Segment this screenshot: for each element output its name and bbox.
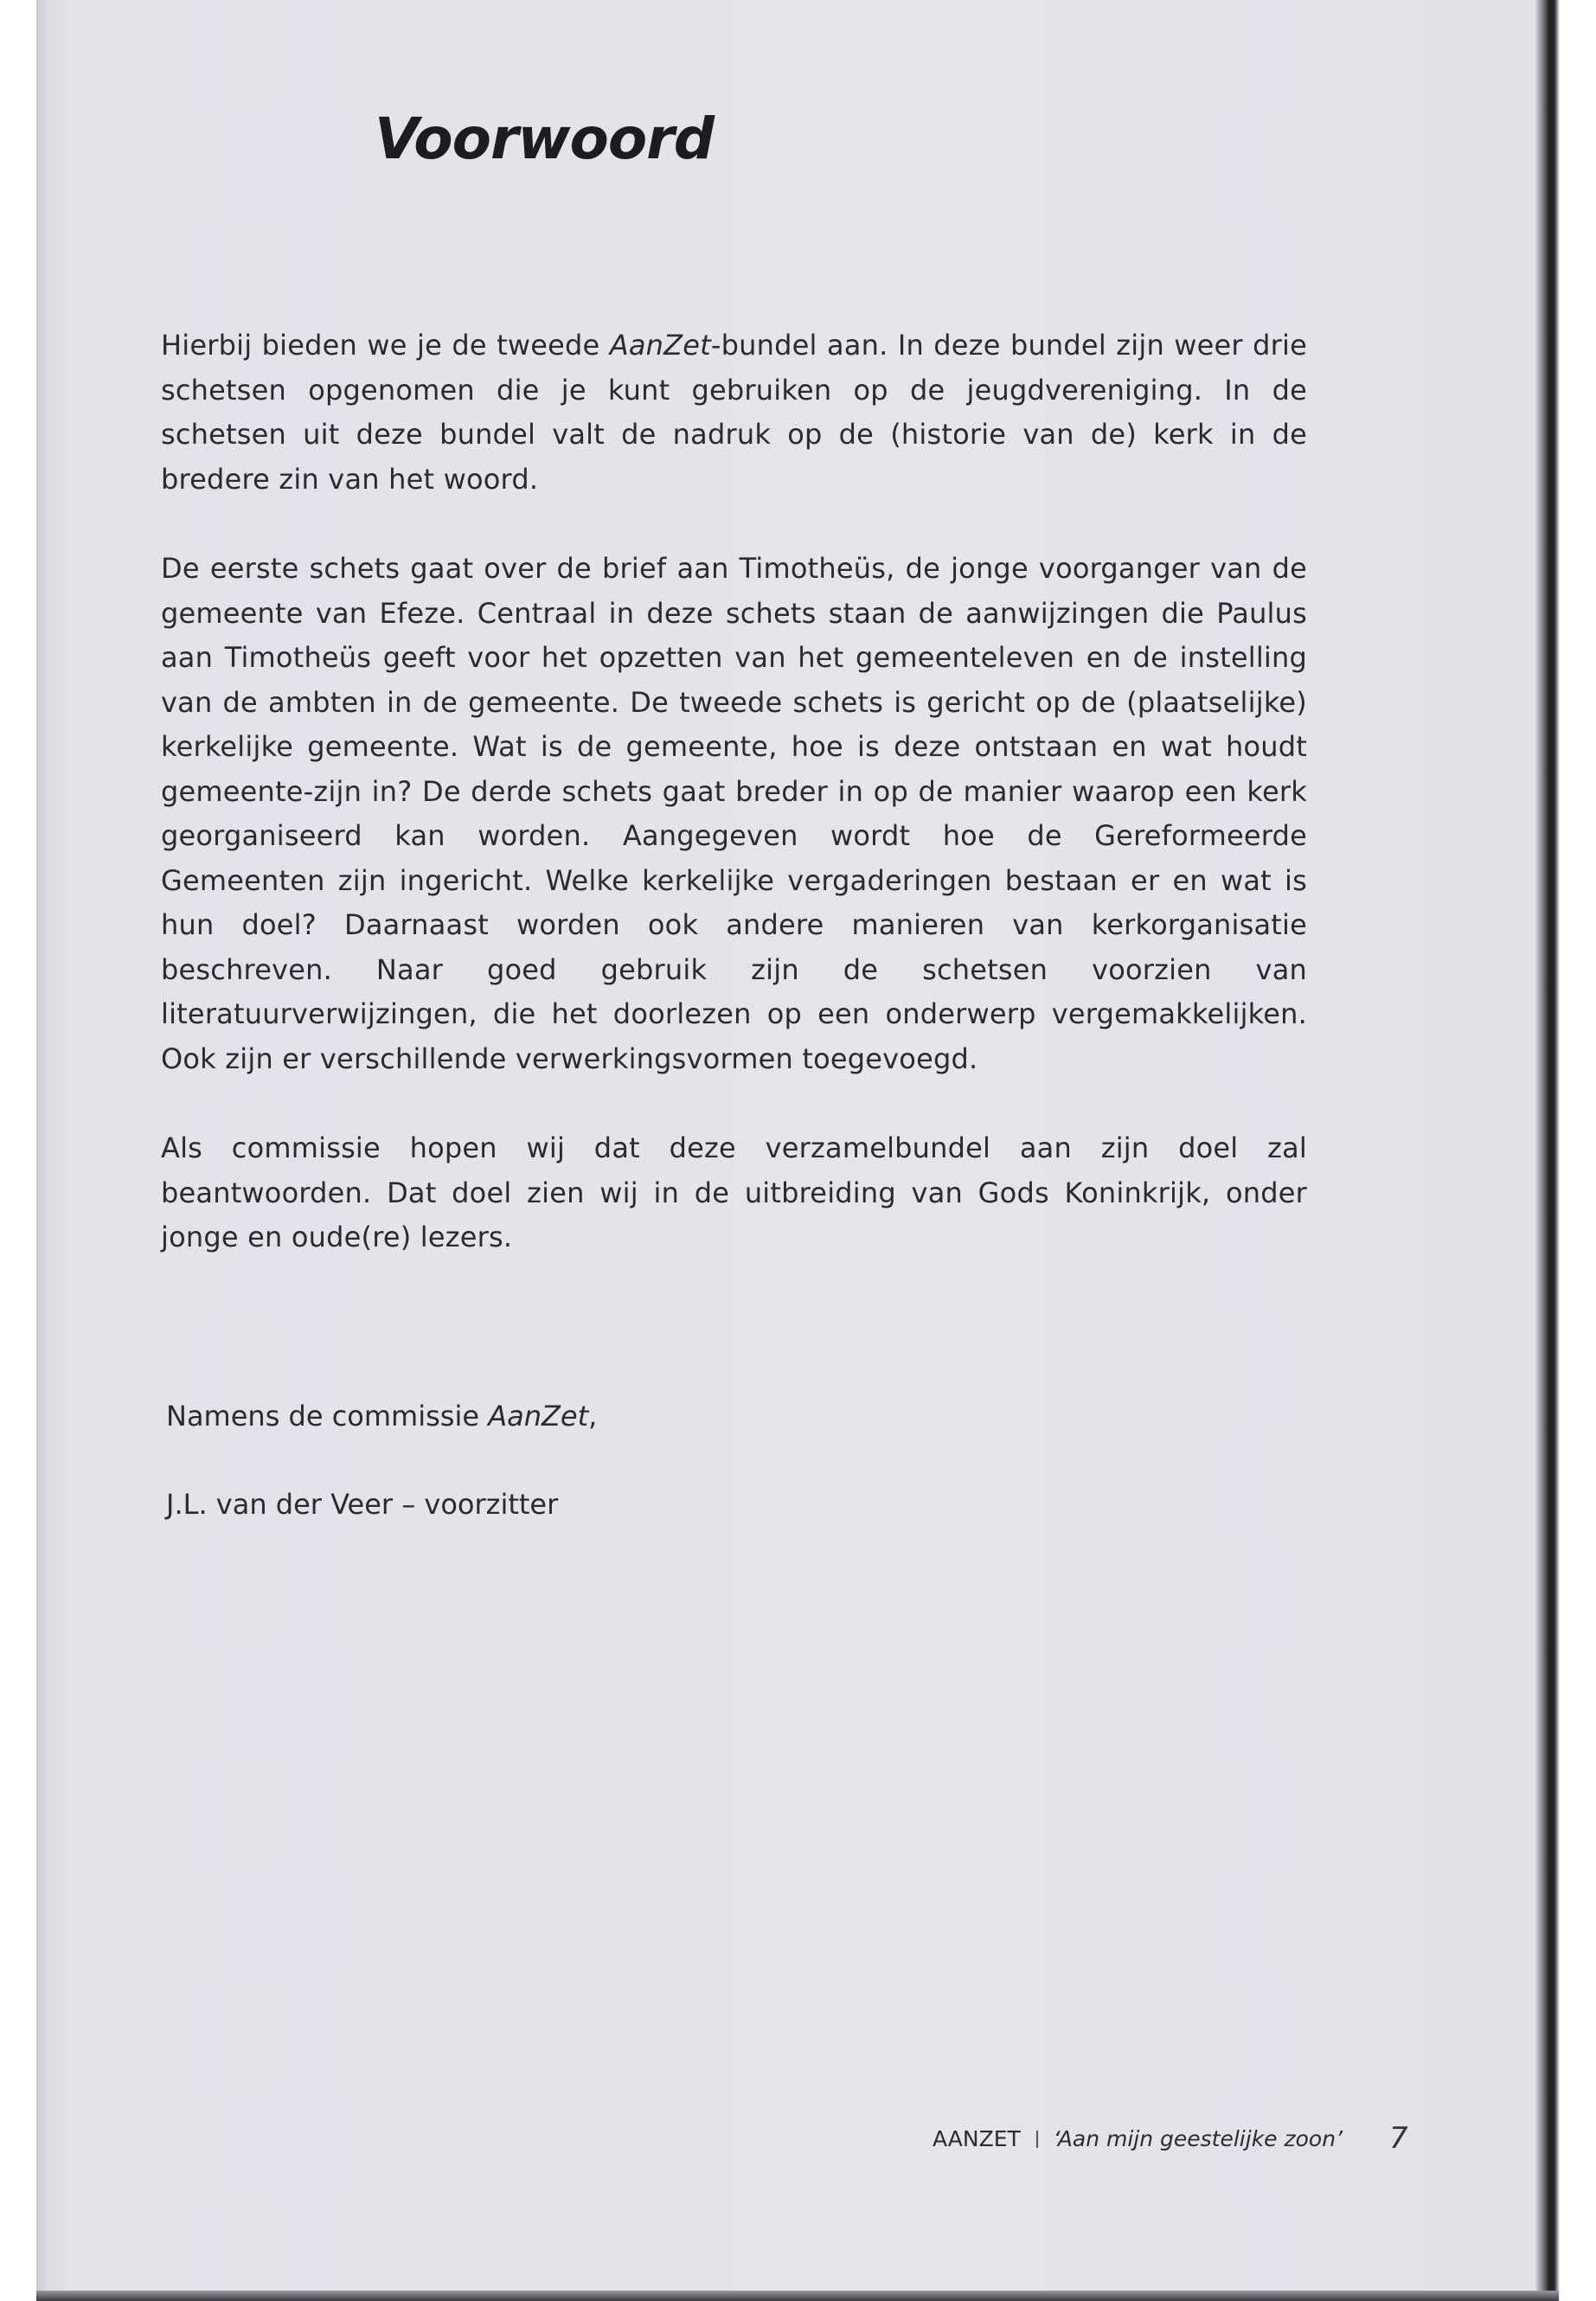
paragraph-commissie: Als commissie hopen wij dat deze verzamelbundel aan zijn doel zal beantwoorden. Dat doel zien wij in de uitbreiding van Gods Koninkrijk, onder jonge en oude(re) lezers. bbox=[161, 1131, 1307, 1253]
on-behalf-suffix: , bbox=[588, 1400, 598, 1433]
signer-line: J.L. van der Veer – voorzitter bbox=[166, 1488, 559, 1521]
page-footer bbox=[933, 2121, 1408, 2157]
intro-text-end: -bundel aan. In deze bundel zijn weer drie schetsen opgenomen die je kunt gebruiken op de jeugdvereniging. In de schetsen uit deze bundel valt de nadruk op de (historie van de) kerk in de bredere zin van het woord. bbox=[161, 329, 1307, 496]
footer-brand: AANZET bbox=[933, 2126, 1021, 2151]
page-right-edge bbox=[1535, 0, 1560, 2301]
on-behalf-line bbox=[166, 1394, 597, 1439]
page-title: Voorwoord bbox=[375, 106, 714, 172]
footer-subtitle: ‘Aan mijn geestelijke zoon’ bbox=[1053, 2126, 1343, 2151]
intro-emphasis: AanZet bbox=[609, 329, 711, 362]
on-behalf-prefix: Namens de commissie bbox=[166, 1400, 489, 1433]
scan-left-margin bbox=[0, 0, 36, 2301]
page-bottom-edge bbox=[36, 2291, 1559, 2301]
signoff bbox=[166, 1394, 597, 1571]
paragraph-schetsen: De eerste schets gaat over de brief aan Timotheüs, de jonge voorganger van de gemeente van Efeze. Centraal in deze schets staan de aanwijzingen die Paulus aan Timotheüs geeft voor het opzetten van het gemeenteleven en de instelling van de ambten in de gemeente. De tweede schets is gericht op de (plaatselijke) kerkelijke gemeente. Wat is de gemeente, hoe is deze ontstaan en wat houdt gemeente-zijn in? De derde schets gaat breder in op de manier waarop een kerk georganiseerd kan worden. Aangegeven wordt hoe de Gereformeerde Gemeenten zijn ingericht. Welke kerkelijke vergaderingen bestaan er en wat is hun doel? Daarnaast worden ook andere manieren van kerkorganisatie beschreven. Naar goed gebruik zijn de schetsen voorzien van literatuurverwijzingen, die het doorlezen op een onderwerp vergemakkelijken. Ook zijn er verschillende verwerkingsvormen toegevoegd. bbox=[161, 552, 1307, 1075]
foreword-body bbox=[161, 324, 1307, 1305]
intro-text-start: Hierbij bieden we je de tweede bbox=[161, 329, 610, 362]
page-number: 7 bbox=[1389, 2121, 1408, 2156]
on-behalf-emphasis: AanZet bbox=[488, 1400, 589, 1433]
paragraph-intro bbox=[161, 324, 1307, 502]
footer-separator bbox=[1036, 2131, 1038, 2148]
